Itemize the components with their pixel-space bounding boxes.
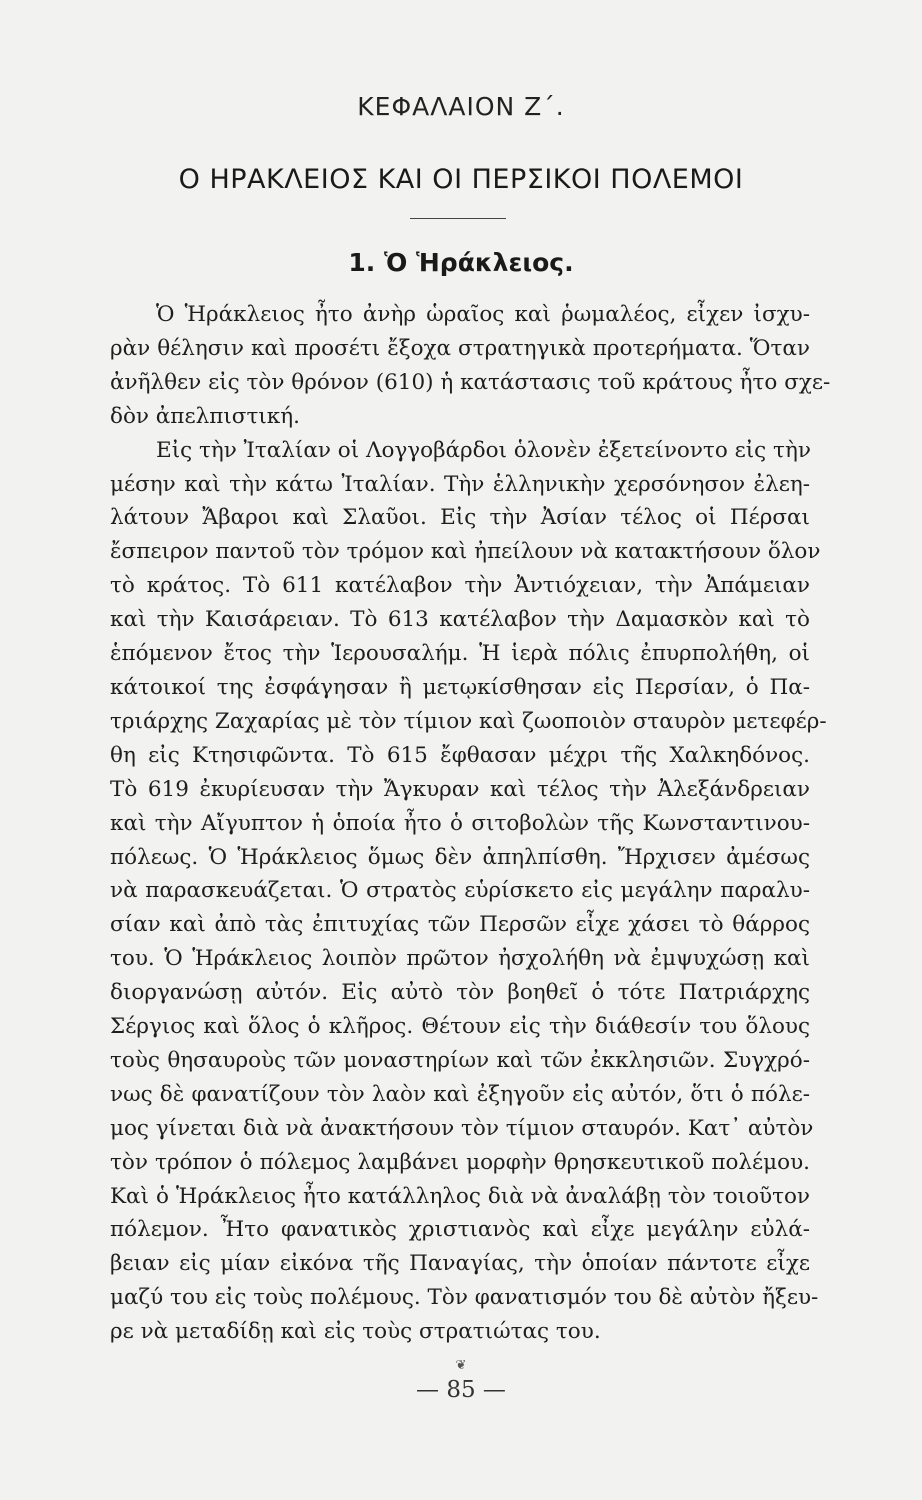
text-line: πόλεως. Ὁ Ἡράκλειος ὅμως δὲν ἀπηλπίσθη. Ἤρχισεν ἀμέσως [110, 844, 810, 870]
text-line: ἔσπειρον παντοῦ τὸν τρόμον καὶ ἠπείλουν νὰ κατακτήσουν ὅλον [110, 539, 821, 565]
body-text [110, 298, 831, 1349]
text-line: ἑπόμενον ἔτος τὴν Ἱερουσαλήμ. Ἡ ἱερὰ πόλις ἐπυρπολήθη, οἱ [110, 641, 810, 667]
text-line: ρὰν θέλησιν καὶ προσέτι ἔξοχα στρατηγικὰ προτερήματα. Ὅταν [110, 335, 810, 361]
text-line: Καὶ ὁ Ἡράκλειος ἦτο κατάλληλος διὰ νὰ ἀναλάβῃ τὸν τοιοῦτον [110, 1183, 810, 1209]
text-line: Εἰς τὴν Ἰταλίαν οἱ Λογγοβάρδοι ὁλονὲν ἐξετείνοντο εἰς τὴν [156, 437, 811, 463]
text-line: κάτοικοί της ἐσφάγησαν ἢ μετῳκίσθησαν εἰς Περσίαν, ὁ Πα- [110, 674, 810, 700]
text-line: λάτουν Ἄβαροι καὶ Σλαῦοι. Εἰς τὴν Ἀσίαν τέλος οἱ Πέρσαι [110, 505, 810, 531]
text-line: μαζύ του εἰς τοὺς πολέμους. Τὸν φανατισμόν του δὲ αὐτὸν ἤξευ- [110, 1285, 819, 1311]
text-line: βειαν εἰς μίαν εἰκόνα τῆς Παναγίας, τὴν ὁποίαν πάντοτε εἶχε [110, 1251, 810, 1277]
text-line: ρε νὰ μεταδίδῃ καὶ εἰς τοὺς στρατιώτας του. [110, 1319, 601, 1345]
text-line: θη εἰς Κτησιφῶντα. Τὸ 615 ἔφθασαν μέχρι τῆς Χαλκηδόνος. [110, 742, 810, 768]
text-line: Τὸ 619 ἐκυρίευσαν τὴν Ἄγκυραν καὶ τέλος τὴν Ἀλεξάνδρειαν [110, 776, 810, 802]
text-line: νως δὲ φανατίζουν τὸν λαὸν καὶ ἐξηγοῦν εἰς αὐτόν, ὅτι ὁ πόλε- [110, 1081, 810, 1107]
text-line: καὶ τὴν Αἴγυπτον ἡ ὁποία ἦτο ὁ σιτοβολὼν τῆς Κωνσταντινου- [110, 810, 810, 836]
text-line: μος γίνεται διὰ νὰ ἀνακτήσουν τὸν τίμιον σταυρόν. Κατ᾽ αὐτὸν [110, 1115, 814, 1141]
section-heading: 1. Ὁ Ἡράκλειος. [348, 248, 574, 277]
title-divider [410, 218, 506, 219]
text-line: διοργανώσῃ αὐτόν. Εἰς αὐτὸ τὸν βοηθεῖ ὁ τότε Πατριάρχης [110, 980, 810, 1006]
chapter-label: ΚΕΦΑΛΑΙΟΝ Ζ΄. [357, 92, 565, 121]
text-line: τὸν τρόπον ὁ πόλεμος λαμβάνει μορφὴν θρησκευτικοῦ πολέμου. [110, 1149, 810, 1175]
text-line: τὸ κράτος. Τὸ 611 κατέλαβον τὴν Ἀντιόχειαν, τὴν Ἀπάμειαν [110, 573, 810, 599]
chapter-title: Ο ΗΡΑΚΛΕΙΟΣ ΚΑΙ ΟΙ ΠΕΡΣΙΚΟΙ ΠΟΛΕΜΟΙ [178, 164, 744, 195]
ornament-icon: ❦ [455, 1358, 467, 1373]
text-line: μέσην καὶ τὴν κάτω Ἰταλίαν. Τὴν ἑλληνικὴν χερσόνησον ἐλεη- [110, 471, 810, 497]
text-line: σίαν καὶ ἀπὸ τὰς ἐπιτυχίας τῶν Περσῶν εἶχε χάσει τὸ θάρρος [110, 912, 810, 938]
text-line: ἀνῆλθεν εἰς τὸν θρόνον (610) ἡ κατάστασις τοῦ κράτους ἦτο σχε- [110, 369, 831, 395]
text-line: πόλεμον. Ἦτο φανατικὸς χριστιανὸς καὶ εἶχε μεγάλην εὐλά- [110, 1217, 810, 1243]
text-line: Σέργιος καὶ ὅλος ὁ κλῆρος. Θέτουν εἰς τὴν διάθεσίν του ὅλους [110, 1014, 810, 1040]
text-line: τριάρχης Ζαχαρίας μὲ τὸν τίμιον καὶ ζωοποιὸν σταυρὸν μετεφέρ- [110, 708, 827, 734]
text-line: δὸν ἀπελπιστική. [110, 403, 300, 429]
text-line: καὶ τὴν Καισάρειαν. Τὸ 613 κατέλαβον τὴν Δαμασκὸν καὶ τὸ [110, 607, 810, 633]
text-line: τοὺς θησαυροὺς τῶν μοναστηρίων καὶ τῶν ἐκκλησιῶν. Συγχρό- [110, 1047, 810, 1073]
text-line: του. Ὁ Ἡράκλειος λοιπὸν πρῶτον ἠσχολήθη νὰ ἐμψυχώσῃ καὶ [110, 946, 810, 972]
page-number: — 85 — [416, 1377, 506, 1403]
text-line: νὰ παρασκευάζεται. Ὁ στρατὸς εὑρίσκετο εἰς μεγάλην παραλυ- [110, 878, 810, 904]
text-line: Ὁ Ἡράκλειος ἦτο ἀνὴρ ὡραῖος καὶ ῥωμαλέος, εἶχεν ἰσχυ- [156, 302, 810, 327]
